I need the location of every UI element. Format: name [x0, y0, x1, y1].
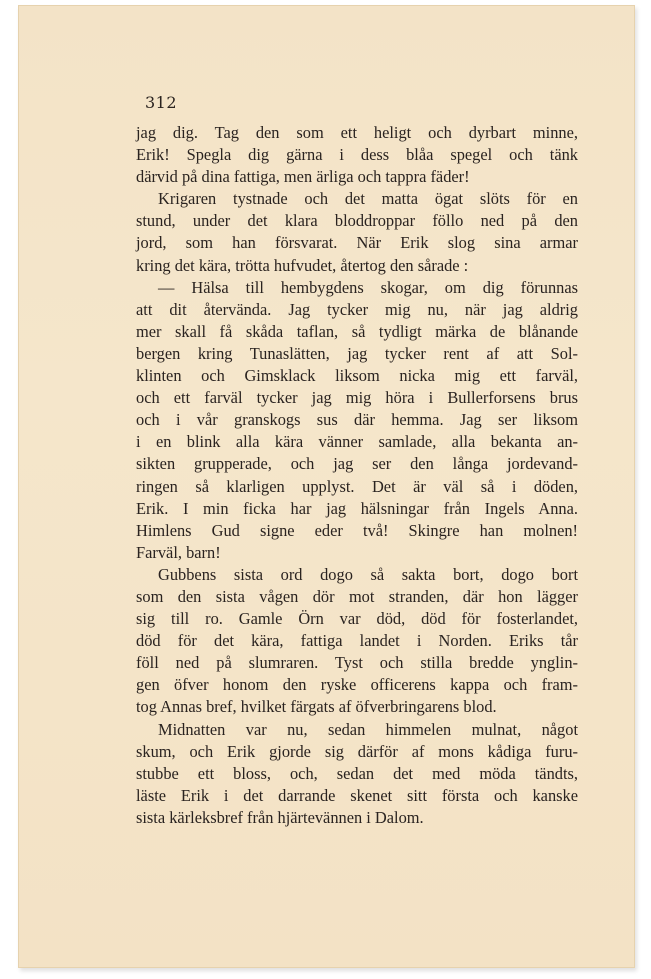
text-line: tog Annas bref, hvilket färgats af öfverbringarens blod. — [136, 697, 497, 717]
text-line: Farväl, barn! — [136, 542, 221, 562]
text-line: skum, och Erik gjorde sig därför af mons kådiga furu- — [136, 741, 578, 761]
text-line: och i vår granskogs sus där hemma. Jag ser liksom — [136, 410, 578, 430]
text-line: Himlens Gud signe eder två! Skingre han molnen! — [136, 520, 578, 540]
text-line: Erik. I min ficka har jag hälsningar från Ingels Anna. — [136, 498, 578, 518]
text-line: sista kärleksbref från hjärtevännen i Dalom. — [136, 807, 424, 827]
text-line: jag dig. Tag den som ett heligt och dyrbart minne, — [136, 123, 578, 142]
text-line: sikten grupperade, och jag ser den långa jordevand- — [136, 454, 578, 474]
page-number: 312 — [145, 93, 178, 112]
text-line: Krigaren tystnade och det matta ögat slöts för en — [158, 189, 578, 209]
text-line: bergen kring Tunaslätten, jag tycker rent af att Sol- — [136, 343, 578, 363]
text-line: läste Erik i det darrande skenet sitt första och kanske — [136, 785, 578, 805]
text-line: Erik! Spegla dig gärna i dess blåa spegel och tänk — [136, 145, 578, 165]
text-line: gen öfver honom den ryske officerens kappa och fram- — [136, 675, 578, 695]
text-line: död för det kära, fattiga landet i Norden. Eriks tår — [136, 631, 578, 651]
text-line: — Hälsa till hembygdens skogar, om dig förunnas — [158, 277, 578, 297]
text-line: mer skall få skåda taflan, så tydligt märka de blånande — [136, 321, 578, 341]
text-line: sig till ro. Gamle Örn var död, död för fosterlandet, — [136, 609, 578, 629]
text-line: därvid på dina fattiga, men ärliga och tappra fäder! — [136, 167, 470, 187]
text-line: och ett farväl tycker jag mig höra i Bullerforsens brus — [136, 388, 578, 408]
text-line: stubbe ett bloss, och, sedan det med möda tändts, — [136, 763, 578, 783]
text-line: klinten och Gimsklack liksom nicka mig ett farväl, — [136, 366, 578, 386]
text-line: föll ned på slumraren. Tyst och stilla bredde ynglin- — [136, 653, 578, 673]
body-text — [136, 122, 578, 829]
book-page — [18, 5, 635, 968]
text-line: Gubbens sista ord dogo så sakta bort, dogo bort — [158, 564, 578, 584]
text-line: Midnatten var nu, sedan himmelen mulnat, något — [158, 719, 578, 739]
text-line: kring det kära, trötta hufvudet, återtog den sårade : — [136, 255, 469, 275]
text-line: som den sista vågen dör mot stranden, där hon lägger — [136, 586, 578, 606]
text-line: stund, under det klara bloddroppar föllo ned på den — [136, 211, 578, 231]
text-line: jord, som han försvarat. När Erik slog sina armar — [136, 233, 578, 253]
text-line: i en blink alla kära vänner samlade, alla bekanta an- — [136, 432, 578, 452]
text-line: ringen så klarligen upplyst. Det är väl så i döden, — [136, 476, 578, 496]
text-line: att dit återvända. Jag tycker mig nu, när jag aldrig — [136, 299, 578, 319]
